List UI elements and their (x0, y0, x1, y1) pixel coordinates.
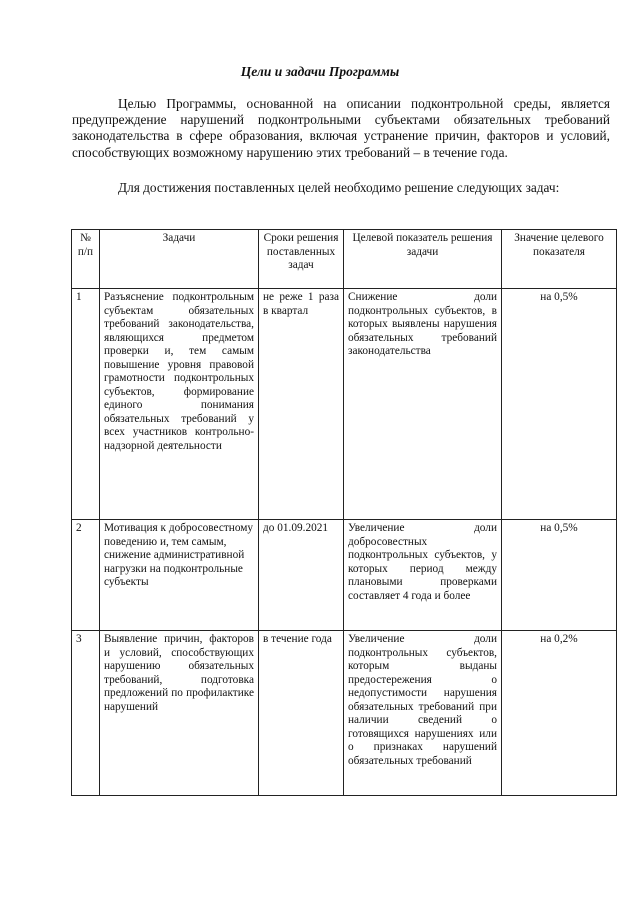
row-num: 2 (72, 520, 100, 631)
row-term: до 01.09.2021 (259, 520, 344, 631)
row-value: на 0,5% (502, 520, 617, 631)
row-num: 1 (72, 289, 100, 520)
row-task: Разъяснение подконтрольным субъектам обязательных требований законодательства, являющихся предметом проверки и, тем самым повышение уровня правовой грамотности подконтрольных субъектов, формирование единого понимания обязательных требований у всех участников контрольно-надзорной деятельности (100, 289, 259, 520)
row-indicator: Увеличение доли добросовестных подконтрольных субъектов, у которых период между плановыми проверками составляет 4 года и более (344, 520, 502, 631)
goal-paragraph: Целью Программы, основанной на описании подконтрольной среды, является предупреждение нарушений подконтрольными субъектами обязательных требований законодательства в сфере образования, включая устранение причин, факторов и условий, способствующих возможному нарушению этих требований – в течение года. (72, 96, 610, 160)
table-row (72, 631, 617, 796)
table-row (72, 520, 617, 631)
row-task: Мотивация к добросовестному поведению и, тем самым, снижение административной нагрузки на подконтрольные субъекты (100, 520, 259, 631)
header-num: № п/п (72, 230, 100, 289)
section-title: Цели и задачи Программы (240, 64, 400, 79)
header-value: Значение целевого показателя (502, 230, 617, 289)
tasks-intro-paragraph: Для достижения поставленных целей необходимо решение следующих задач: (118, 180, 560, 195)
row-value: на 0,2% (502, 631, 617, 796)
row-value: на 0,5% (502, 289, 617, 520)
header-indicator: Целевой показатель решения задачи (344, 230, 502, 289)
tasks-table (71, 229, 617, 796)
row-term: не реже 1 раза в квартал (259, 289, 344, 520)
header-task: Задачи (100, 230, 259, 289)
row-indicator: Увеличение доли подконтрольных субъектов, которым выданы предостережения о недопустимости нарушения обязательных требований при наличии сведений о готовящихся нарушениях или о признаках нарушений обязательных требований (344, 631, 502, 796)
row-task: Выявление причин, факторов и условий, способствующих нарушению обязательных требований, подготовка предложений по профилактике нарушений (100, 631, 259, 796)
row-term: в течение года (259, 631, 344, 796)
header-term: Сроки решения поставленных задач (259, 230, 344, 289)
table-header-row (72, 230, 617, 289)
table-row (72, 289, 617, 520)
row-num: 3 (72, 631, 100, 796)
row-indicator: Снижение доли подконтрольных субъектов, в которых выявлены нарушения обязательных требований законодательства (344, 289, 502, 520)
